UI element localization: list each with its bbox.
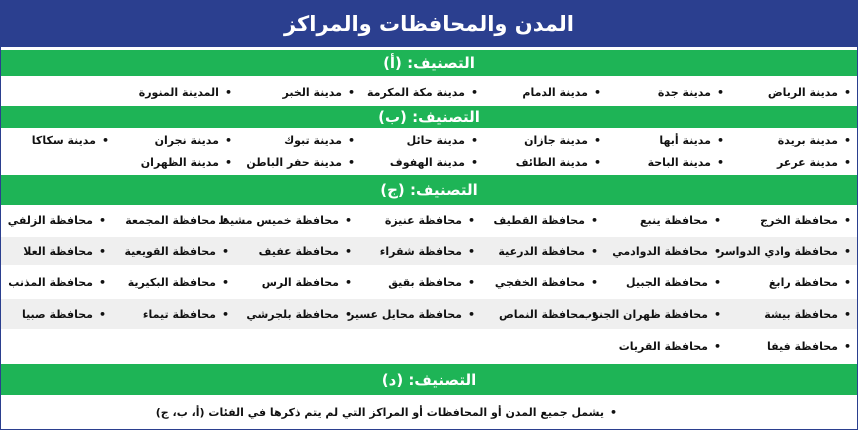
list-item: • محافظة رابغ [769,267,851,297]
list-item: • مدينة أبها [659,129,724,151]
list-item: • مدينة الرياض [768,80,851,104]
category-header-d: التصنيف: (د) [1,364,857,395]
list-item: • محافظة عنيزة [385,207,475,234]
category-b-row [1,151,857,173]
category-header-a: التصنيف: (أ) [1,50,857,76]
category-b-row [1,129,857,151]
list-item: • محافظة الخفجي [495,267,598,297]
table-title: المدن والمحافظات والمراكز [1,1,857,47]
list-item: • مدينة حائل [407,129,478,151]
list-item: • محافظة وادي الدواسر [718,237,851,265]
list-item: • محافظة صبيا [22,299,106,329]
list-item: • محافظة محايل عسير [348,299,475,329]
list-item: • مدينة عرعر [777,151,851,173]
list-item: • محافظة القريات [619,331,721,361]
category-c-row [1,267,857,297]
list-item: • مدينة جازان [524,129,601,151]
list-item: • محافظة الجبيل [626,267,721,297]
category-a-row [1,80,857,104]
list-item: • المدينة المنورة [139,80,232,104]
list-item: • محافظة المجمعة [125,207,229,234]
category-c-row [1,207,857,234]
list-item: • مدينة سكاكا [32,129,109,151]
list-item: • محافظة القطيف [494,207,598,234]
list-item: • مدينة بريدة [778,129,851,151]
list-item: • مدينة جدة [658,80,724,104]
list-item: • محافظة الرس [262,267,352,297]
list-item: • مدينة تبوك [284,129,355,151]
list-item: • محافظة الزلفي [8,207,106,234]
list-item: • محافظة شقراء [380,237,475,265]
list-item: • محافظة خميس مشيط [218,207,352,234]
list-item: • مدينة مكة المكرمة [367,80,478,104]
category-header-b: التصنيف: (ب) [1,106,857,128]
list-item: • محافظة بيشة [764,299,851,329]
list-item: • مدينة الباحة [648,151,724,173]
category-c-row [1,237,857,265]
list-item: • محافظة بلجرشي [246,299,352,329]
list-item: • مدينة الظهران [141,151,232,173]
list-item: • محافظة الخرج [760,207,851,234]
list-item: • محافظة المذنب [8,267,106,297]
list-item: • محافظة تيماء [143,299,229,329]
list-item: • محافظة العلا [23,237,106,265]
list-item: • محافظة ينبع [640,207,721,234]
list-item: • محافظة فيفا [767,331,851,361]
category-header-c: التصنيف: (ج) [1,175,857,205]
list-item: • مدينة الطائف [516,151,601,173]
list-item: • محافظة الدوادمي [612,237,721,265]
list-item: • محافظة الدرعية [498,237,598,265]
list-item: • مدينة الخبر [283,80,355,104]
category-c-row [1,331,857,361]
list-item: • مدينة نجران [155,129,232,151]
list-item: • محافظة عفيف [259,237,352,265]
list-item: • مدينة الهفوف [390,151,478,173]
category-d-note-row [1,398,857,426]
list-item: • محافظة البكيرية [128,267,229,297]
category-c-row [1,299,857,329]
category-d-note: • يشمل جميع المدن أو المحافظات أو المراكز التي لم يتم ذكرها في الفئات (أ، ب، ج) [156,398,617,426]
list-item: • مدينة حفر الباطن [246,151,355,173]
list-item: • محافظة القويعية [124,237,229,265]
list-item: • محافظة النماص [499,299,598,329]
list-item: • محافظة بقيق [388,267,475,297]
list-item: • مدينة الدمام [522,80,601,104]
list-item: • محافظة ظهران الجنوب [581,299,721,329]
